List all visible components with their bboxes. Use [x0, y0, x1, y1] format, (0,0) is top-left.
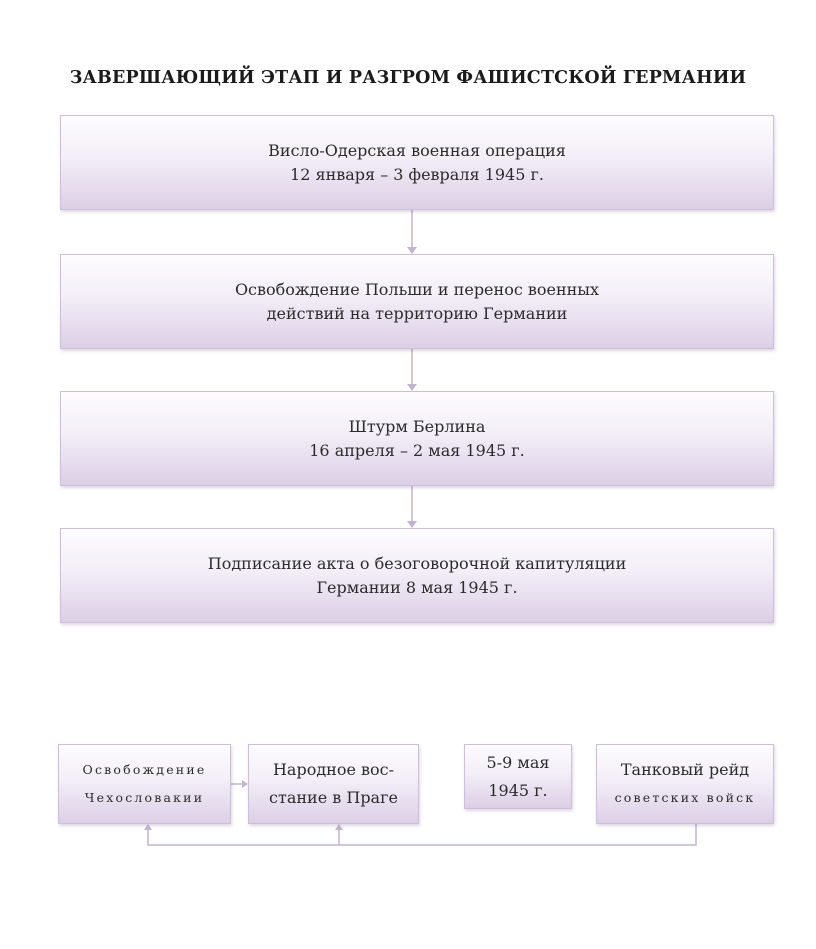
bottom-line: стание в Праге: [269, 788, 398, 807]
arrowhead-step2: [407, 247, 417, 254]
step-line: Германии 8 мая 1945 г.: [316, 577, 518, 597]
step-line: Освобождение Польши и перенос военных: [234, 279, 600, 299]
arrowhead-bottom1-up: [144, 824, 152, 830]
arrowhead-step4: [407, 521, 417, 528]
step-line: Штурм Берлина: [348, 416, 486, 436]
step-line: действий на территорию Германии: [266, 303, 568, 323]
step-box-berlin-assault: [60, 391, 774, 486]
bottom-line: Народное вос-: [272, 760, 395, 779]
step-date: 16 апреля – 2 мая 1945 г.: [309, 440, 525, 460]
bottom-feedback-line: [148, 824, 696, 845]
bottom-box-czechoslovakia: [58, 744, 231, 824]
bottom-line: 1945 г.: [488, 780, 548, 800]
bottom-line: Чехословакии: [84, 790, 205, 805]
bottom-line: 5-9 мая: [486, 752, 550, 772]
bottom-line: Освобождение: [82, 762, 207, 777]
arrowhead-bottom2-up: [335, 824, 343, 830]
bottom-box-dates: [464, 744, 572, 809]
step-box-vistula-oder: [60, 115, 774, 210]
step-date: 12 января – 3 февраля 1945 г.: [290, 164, 544, 184]
bottom-line: Танковый рейд: [620, 760, 750, 779]
step-line: Подписание акта о безоговорочной капитуляции: [207, 553, 627, 573]
step-line: Висло-Одерская военная операция: [268, 140, 566, 160]
arrowhead-step3: [407, 384, 417, 391]
bottom-line: советских войск: [614, 790, 756, 805]
bottom-box-tank-raid: [596, 744, 774, 824]
step-box-liberation-poland: [60, 254, 774, 349]
bottom-box-prague-uprising: [248, 744, 419, 824]
step-box-surrender: [60, 528, 774, 623]
diagram-title: ЗАВЕРШАЮЩИЙ ЭТАП И РАЗГРОМ ФАШИСТСКОЙ ГЕРМАНИИ: [69, 68, 747, 88]
